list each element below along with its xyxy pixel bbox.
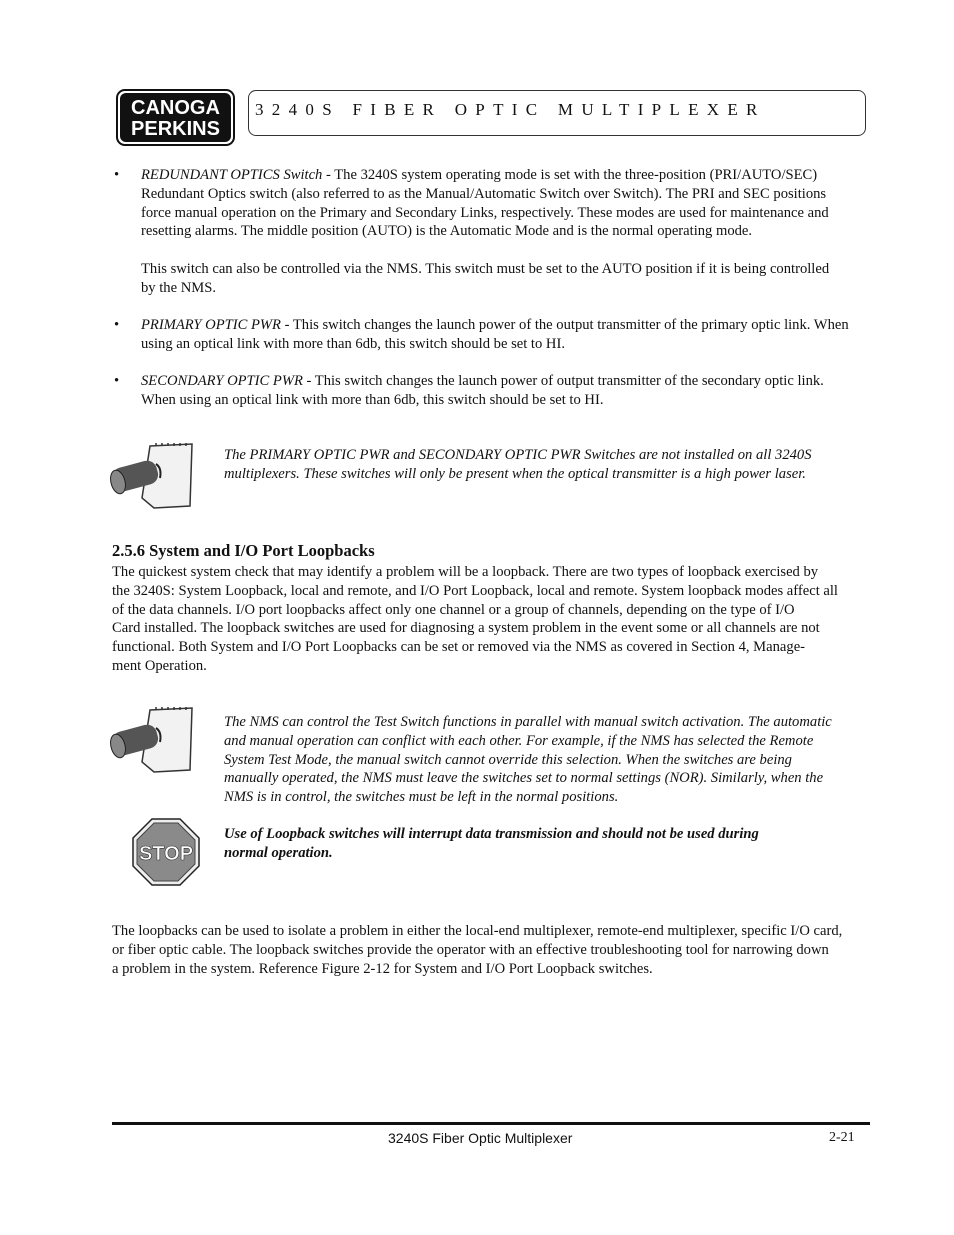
term-primary-optic-pwr: PRIMARY OPTIC PWR <box>141 317 281 333</box>
bullet-secondary-optic-pwr: SECONDARY OPTIC PWR - This switch changes the launch power of output transmitter of the secondary optic link. When using an optical link with more than 6db, this switch should be set to HI. <box>141 373 824 408</box>
bullet-marker: • <box>114 373 120 389</box>
bullet-marker: • <box>114 167 120 183</box>
bullet-redundant-optics-extra: This switch can also be controlled via the NMS. This switch must be set to the AUTO position if it is being controlled by the NMS. <box>141 261 830 296</box>
canoga-perkins-logo <box>116 89 235 146</box>
logo-line1: CANOGA <box>131 97 220 119</box>
closing-paragraph: The loopbacks can be used to isolate a problem in either the local-end multiplexer, remote-end multiplexer, specific I/O card, or fiber optic cable. The loopback switches provide the operator with an effective troubleshooting tool for narrowing down a problem in the system. Reference Figure 2-12 for System and I/O Port Loopback switches. <box>112 923 843 977</box>
note-icon <box>110 442 194 512</box>
page-number: 2-21 <box>829 1130 855 1145</box>
note-optic-pwr: The PRIMARY OPTIC PWR and SECONDARY OPTIC PWR Switches are not installed on all 3240S multiplexers. These switches will only be present when the optical transmitter is a high power laser. <box>224 447 812 482</box>
stop-sign-icon <box>132 818 200 886</box>
stop-sign-text: STOP <box>138 843 194 865</box>
section-paragraph: The quickest system check that may identify a problem will be a loopback. There are two types of loopback exercised by the 3240S: System Loopback, local and remote, and I/O Port Loopback, local and remote. System loopback modes affect all of the data channels. I/O port loopbacks affect only one channel or a group of channels, depending on the type of I/O Card installed. The loopback switches are used for diagnosing a system problem in the event some or all channels are not functional. Both System and I/O Port Loopbacks can be set or removed via the NMS as covered in Section 4, Manage- ment Operation. <box>112 564 838 674</box>
term-secondary-optic-pwr: SECONDARY OPTIC PWR <box>141 373 303 389</box>
bullet-primary-optic-pwr: PRIMARY OPTIC PWR - This switch changes the launch power of the output transmitter of the primary optic link. When using an optical link with more than 6db, this switch should be set to HI. <box>141 317 849 352</box>
section-heading: 2.5.6 System and I/O Port Loopbacks <box>112 541 375 560</box>
note-nms-control: The NMS can control the Test Switch functions in parallel with manual switch activation. The automatic and manual operation can conflict with each other. For example, if the NMS has selected the Remote System Test Mode, the manual switch cannot override this selection. When the switches are being manually operated, the NMS must leave the switches set to normal settings (NOR). Similarly, when the NMS is in control, the switches must be left in the normal positions. <box>224 714 832 806</box>
bullet-redundant-optics: REDUNDANT OPTICS Switch - The 3240S system operating mode is set with the three-position (PRI/AUTO/SEC) Redundant Optics switch (also referred to as the Manual/Automatic Switch over Switch). The PRI and SEC positions force manual operation on the Primary and Secondary Links, respectively. These modes are used for maintenance and resetting alarms. The middle position (AUTO) is the Automatic Mode and is the normal operating mode. <box>141 167 829 240</box>
footer-rule <box>112 1122 870 1125</box>
logo-line2: PERKINS <box>131 118 220 140</box>
footer-title: 3240S Fiber Optic Multiplexer <box>388 1130 573 1146</box>
banner-title: 3240S FIBER OPTIC MULTIPLEXER <box>255 100 766 119</box>
header-banner <box>248 90 866 136</box>
term-redundant-optics: REDUNDANT OPTICS Switch <box>141 167 323 183</box>
note-icon <box>110 706 194 776</box>
bullet-marker: • <box>114 317 120 333</box>
warning-text: Use of Loopback switches will interrupt data transmission and should not be used during normal operation. <box>224 826 759 861</box>
